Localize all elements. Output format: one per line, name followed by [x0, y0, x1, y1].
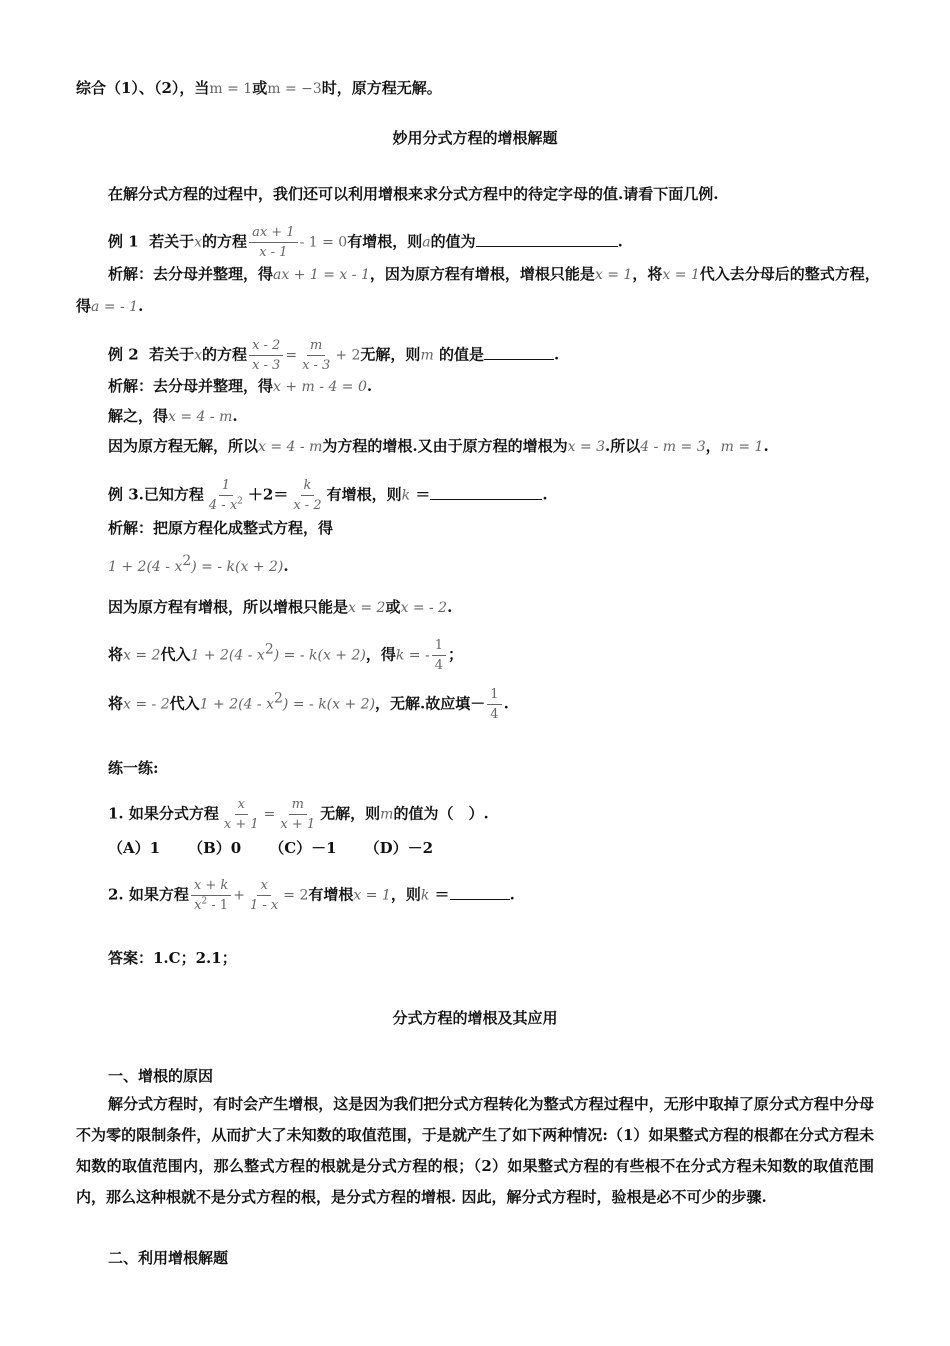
math: x = 1 [662, 267, 700, 283]
conclusion-line [76, 78, 442, 99]
var-x: x [194, 347, 203, 364]
text: 为方程的增根.又由于原方程的增根为 [322, 437, 568, 455]
text: . [503, 694, 509, 713]
math: = 2 [283, 887, 309, 904]
numerator [249, 337, 283, 356]
denominator [487, 705, 501, 723]
text: 若关于 [149, 232, 195, 251]
numerator-text: x - 2 [252, 338, 281, 353]
text: ，将 [632, 265, 663, 283]
math: 4 - m = 3 [640, 439, 706, 455]
math: 1 + 2(4 - x [199, 696, 274, 713]
text: ＝ [415, 485, 431, 504]
math: 1 + 2(4 - x [190, 647, 265, 664]
answer-blank [484, 345, 554, 360]
superscript: 2 [182, 553, 192, 569]
var-x: x [194, 234, 203, 251]
math-m2: m = −3 [267, 81, 322, 97]
denominator [191, 896, 231, 914]
text: . [763, 437, 769, 455]
numerator [289, 796, 307, 815]
var-m: m [420, 347, 434, 364]
text: 代入去分母后的整式方程， [699, 265, 880, 283]
denominator-text: x + 1 [223, 817, 259, 832]
math: k = - [395, 647, 430, 664]
text: 若关于 [149, 345, 195, 364]
example-3-solution-line1: 析解：把原方程化成整式方程，得 [108, 519, 334, 537]
conclusion-text: 综合（1）、（2），当 [76, 79, 210, 97]
example-label: 例 3. [108, 485, 144, 504]
superscript: 2 [274, 690, 283, 707]
denominator [299, 356, 333, 374]
practice-question-1 [108, 796, 489, 833]
text: . [509, 885, 515, 904]
math: x = 1 [353, 887, 391, 904]
example-1 [108, 224, 623, 261]
text: . [366, 377, 373, 395]
math: x = 2 [348, 600, 386, 616]
example-3-solution-line4 [108, 637, 463, 674]
text: 有增根 [308, 885, 354, 904]
math: x = 1 [594, 267, 633, 283]
text: ，则 [390, 885, 421, 904]
text: . [542, 485, 548, 504]
answer-blank [450, 885, 510, 900]
math: x + m - 4 = 0 [273, 379, 367, 395]
numerator [249, 224, 298, 243]
text: 有增根，则 [326, 485, 402, 504]
numerator [307, 337, 325, 356]
text: 的值是 [438, 345, 484, 364]
denominator [432, 656, 446, 674]
var-a: a [422, 234, 431, 251]
text: 解之，得 [108, 407, 169, 425]
denominator-text: - 1 [207, 898, 229, 913]
intro-paragraph: 在解分式方程的过程中，我们还可以利用增根来求分式方程中的待定字母的值.请看下面几例. [108, 185, 719, 203]
text: ，得 [365, 645, 396, 664]
math: = [263, 806, 276, 823]
numerator [235, 796, 248, 815]
denominator-text: 4 - x [208, 498, 238, 513]
denominator-text: x - 3 [252, 358, 281, 373]
fraction [247, 877, 281, 914]
var-k: k [401, 487, 411, 504]
example-3-solution-line5 [108, 686, 509, 723]
var-m: m [380, 806, 394, 823]
math: ) = - k(x + 2) [273, 647, 366, 664]
numerator [191, 877, 231, 896]
math: m = 1 [720, 439, 764, 455]
text: ＋2＝ [247, 485, 289, 504]
numerator-text: x + k [193, 878, 229, 893]
option-b: （B）0 [188, 839, 242, 857]
fraction [191, 877, 231, 914]
practice-options [108, 838, 433, 858]
fraction [432, 637, 446, 674]
text: 因为原方程有增根，所以增根只能是 [108, 598, 349, 616]
answer-blank [476, 232, 618, 247]
denominator-text: x [194, 898, 202, 913]
denominator-text: x - 1 [259, 245, 288, 260]
numerator-text: 1 [434, 638, 444, 653]
numerator-text: m [291, 797, 304, 812]
denominator [277, 815, 318, 833]
example-2 [108, 337, 559, 374]
math: x = 3 [567, 439, 606, 455]
math: x = - 2 [123, 696, 170, 713]
numerator [487, 686, 501, 705]
numerator [301, 477, 315, 496]
math: x = - 2 [400, 600, 448, 616]
text: ； [448, 645, 464, 664]
text: . [553, 345, 560, 364]
text: . [283, 557, 289, 575]
example-3-solution-line3 [108, 597, 452, 618]
text: 析解：去分母并整理，得 [108, 377, 274, 395]
fraction [299, 337, 333, 374]
superscript: 2 [264, 641, 274, 658]
numerator [432, 637, 446, 656]
subsection-heading-1: 一、增根的原因 [108, 1067, 214, 1085]
math: x = 4 - m [258, 439, 323, 455]
denominator-text: x + 1 [280, 817, 316, 832]
answer-blank [430, 485, 542, 500]
math: x = 2 [123, 647, 161, 664]
example-2-solution-line2 [108, 406, 238, 427]
math: ax + 1 = x - 1 [273, 267, 370, 283]
option-c: （C）－1 [269, 839, 337, 857]
text: 将 [108, 694, 124, 713]
text: 的值为 [430, 232, 476, 251]
math: + [233, 887, 245, 904]
fraction [487, 686, 501, 723]
text: . [617, 232, 623, 251]
math: ) = - k(x + 2) [191, 559, 284, 575]
fraction [249, 224, 298, 261]
subsection-heading-2: 二、利用增根解题 [108, 1249, 229, 1267]
example-label: 例 2 [108, 345, 139, 364]
practice-question-2 [108, 877, 515, 914]
numerator-text: m [310, 338, 323, 353]
example-2-solution-line1 [108, 376, 372, 397]
example-3-solution-equation [108, 553, 289, 577]
text: .所以 [605, 437, 641, 455]
text: . [447, 598, 453, 616]
numerator-text: 1 [490, 687, 499, 702]
math: 1 + 2(4 - x [108, 559, 183, 575]
text: 无解，则 [360, 345, 421, 364]
math: = [285, 347, 298, 364]
fraction [277, 796, 318, 833]
math-m1: m = 1 [209, 81, 253, 97]
math-tail: - 1 = 0 [299, 234, 348, 251]
numerator-text: x [260, 878, 268, 893]
or-text: 或 [252, 79, 268, 97]
denominator [290, 496, 324, 514]
denominator [221, 815, 262, 833]
practice-answer: 答案：1.C；2.1； [108, 949, 237, 967]
example-1-solution-line1 [108, 264, 880, 285]
text: 将 [108, 645, 124, 664]
denominator-text: 1 - x [250, 898, 279, 913]
text: ，无解.故应填－ [375, 694, 486, 713]
superscript: 2 [237, 496, 243, 507]
numerator-text: ax + 1 [252, 225, 295, 240]
denominator-text: x - 3 [302, 358, 331, 373]
text: 代入 [160, 645, 191, 664]
conclusion-tail: 时，原方程无解。 [321, 79, 442, 97]
math: + 2 [335, 347, 361, 364]
practice-heading: 练一练: [108, 759, 159, 777]
text: 已知方程 [143, 485, 204, 504]
denominator [249, 356, 283, 374]
var-k: k [420, 887, 430, 904]
text: 1. 如果分式方程 [108, 804, 219, 823]
text: 的方程 [202, 232, 248, 251]
example-label: 例 1 [108, 232, 139, 251]
section-title-2: 分式方程的增根及其应用 [392, 1009, 558, 1027]
denominator-text: x - 2 [293, 498, 322, 513]
numerator-text: x [237, 797, 245, 812]
math: ) = - k(x + 2) [282, 696, 376, 713]
denominator [256, 243, 290, 261]
fraction [249, 337, 283, 374]
text: ， [705, 437, 721, 455]
example-1-solution-line2 [76, 296, 143, 317]
text: 的值为（ ）. [393, 804, 489, 823]
numerator [219, 477, 233, 496]
example-2-solution-line3 [108, 436, 769, 457]
text: 2. 如果方程 [108, 885, 189, 904]
text: 的方程 [202, 345, 248, 364]
numerator-text: 1 [221, 478, 231, 493]
example-3 [108, 477, 548, 514]
math: x = 4 - m [168, 409, 233, 425]
text: ＝ [434, 885, 450, 904]
text: 有增根，则 [347, 232, 423, 251]
superscript: 2 [201, 896, 208, 907]
denominator-text: 4 [490, 707, 499, 722]
numerator [257, 877, 270, 896]
subsection-body-1: 解分式方程时，有时会产生增根，这是因为我们把分式方程转化为整式方程过程中，无形中取掉了原分式方程中分母不为零的限制条件，从而扩大了未知数的取值范围，于是就产生了如下两种情况:（1）如果整式方程的根都在分式方程未知数的取值范围内，那么整式方程的根就是分式方程的根；（2）如果整式方程的有些根不在分式方程未知数的取值范围内，那么这种根就不是分式方程的根，是分式方程的增根. 因此，解分式方程时，验根是必不可少的步骤. [76, 1095, 874, 1206]
text: 无解，则 [320, 804, 381, 823]
text: 因为原方程无解，所以 [108, 437, 259, 455]
text: 析解：去分母并整理，得 [108, 265, 274, 283]
option-a: （A）1 [108, 839, 161, 857]
text: 代入 [169, 694, 200, 713]
text: 得 [76, 297, 92, 315]
text: ，因为原方程有增根，增根只能是 [369, 265, 595, 283]
denominator-text: 4 [434, 658, 444, 673]
fraction [206, 477, 246, 514]
text: . [138, 297, 144, 315]
fraction [221, 796, 262, 833]
option-d: （D）－2 [364, 839, 434, 857]
math: a = - 1 [91, 299, 139, 315]
numerator-text: k [303, 478, 312, 493]
text: 或 [385, 598, 401, 616]
fraction [290, 477, 324, 514]
denominator [206, 496, 246, 514]
section-title-1: 妙用分式方程的增根解题 [392, 129, 558, 147]
text: . [232, 407, 238, 425]
denominator [247, 896, 281, 914]
